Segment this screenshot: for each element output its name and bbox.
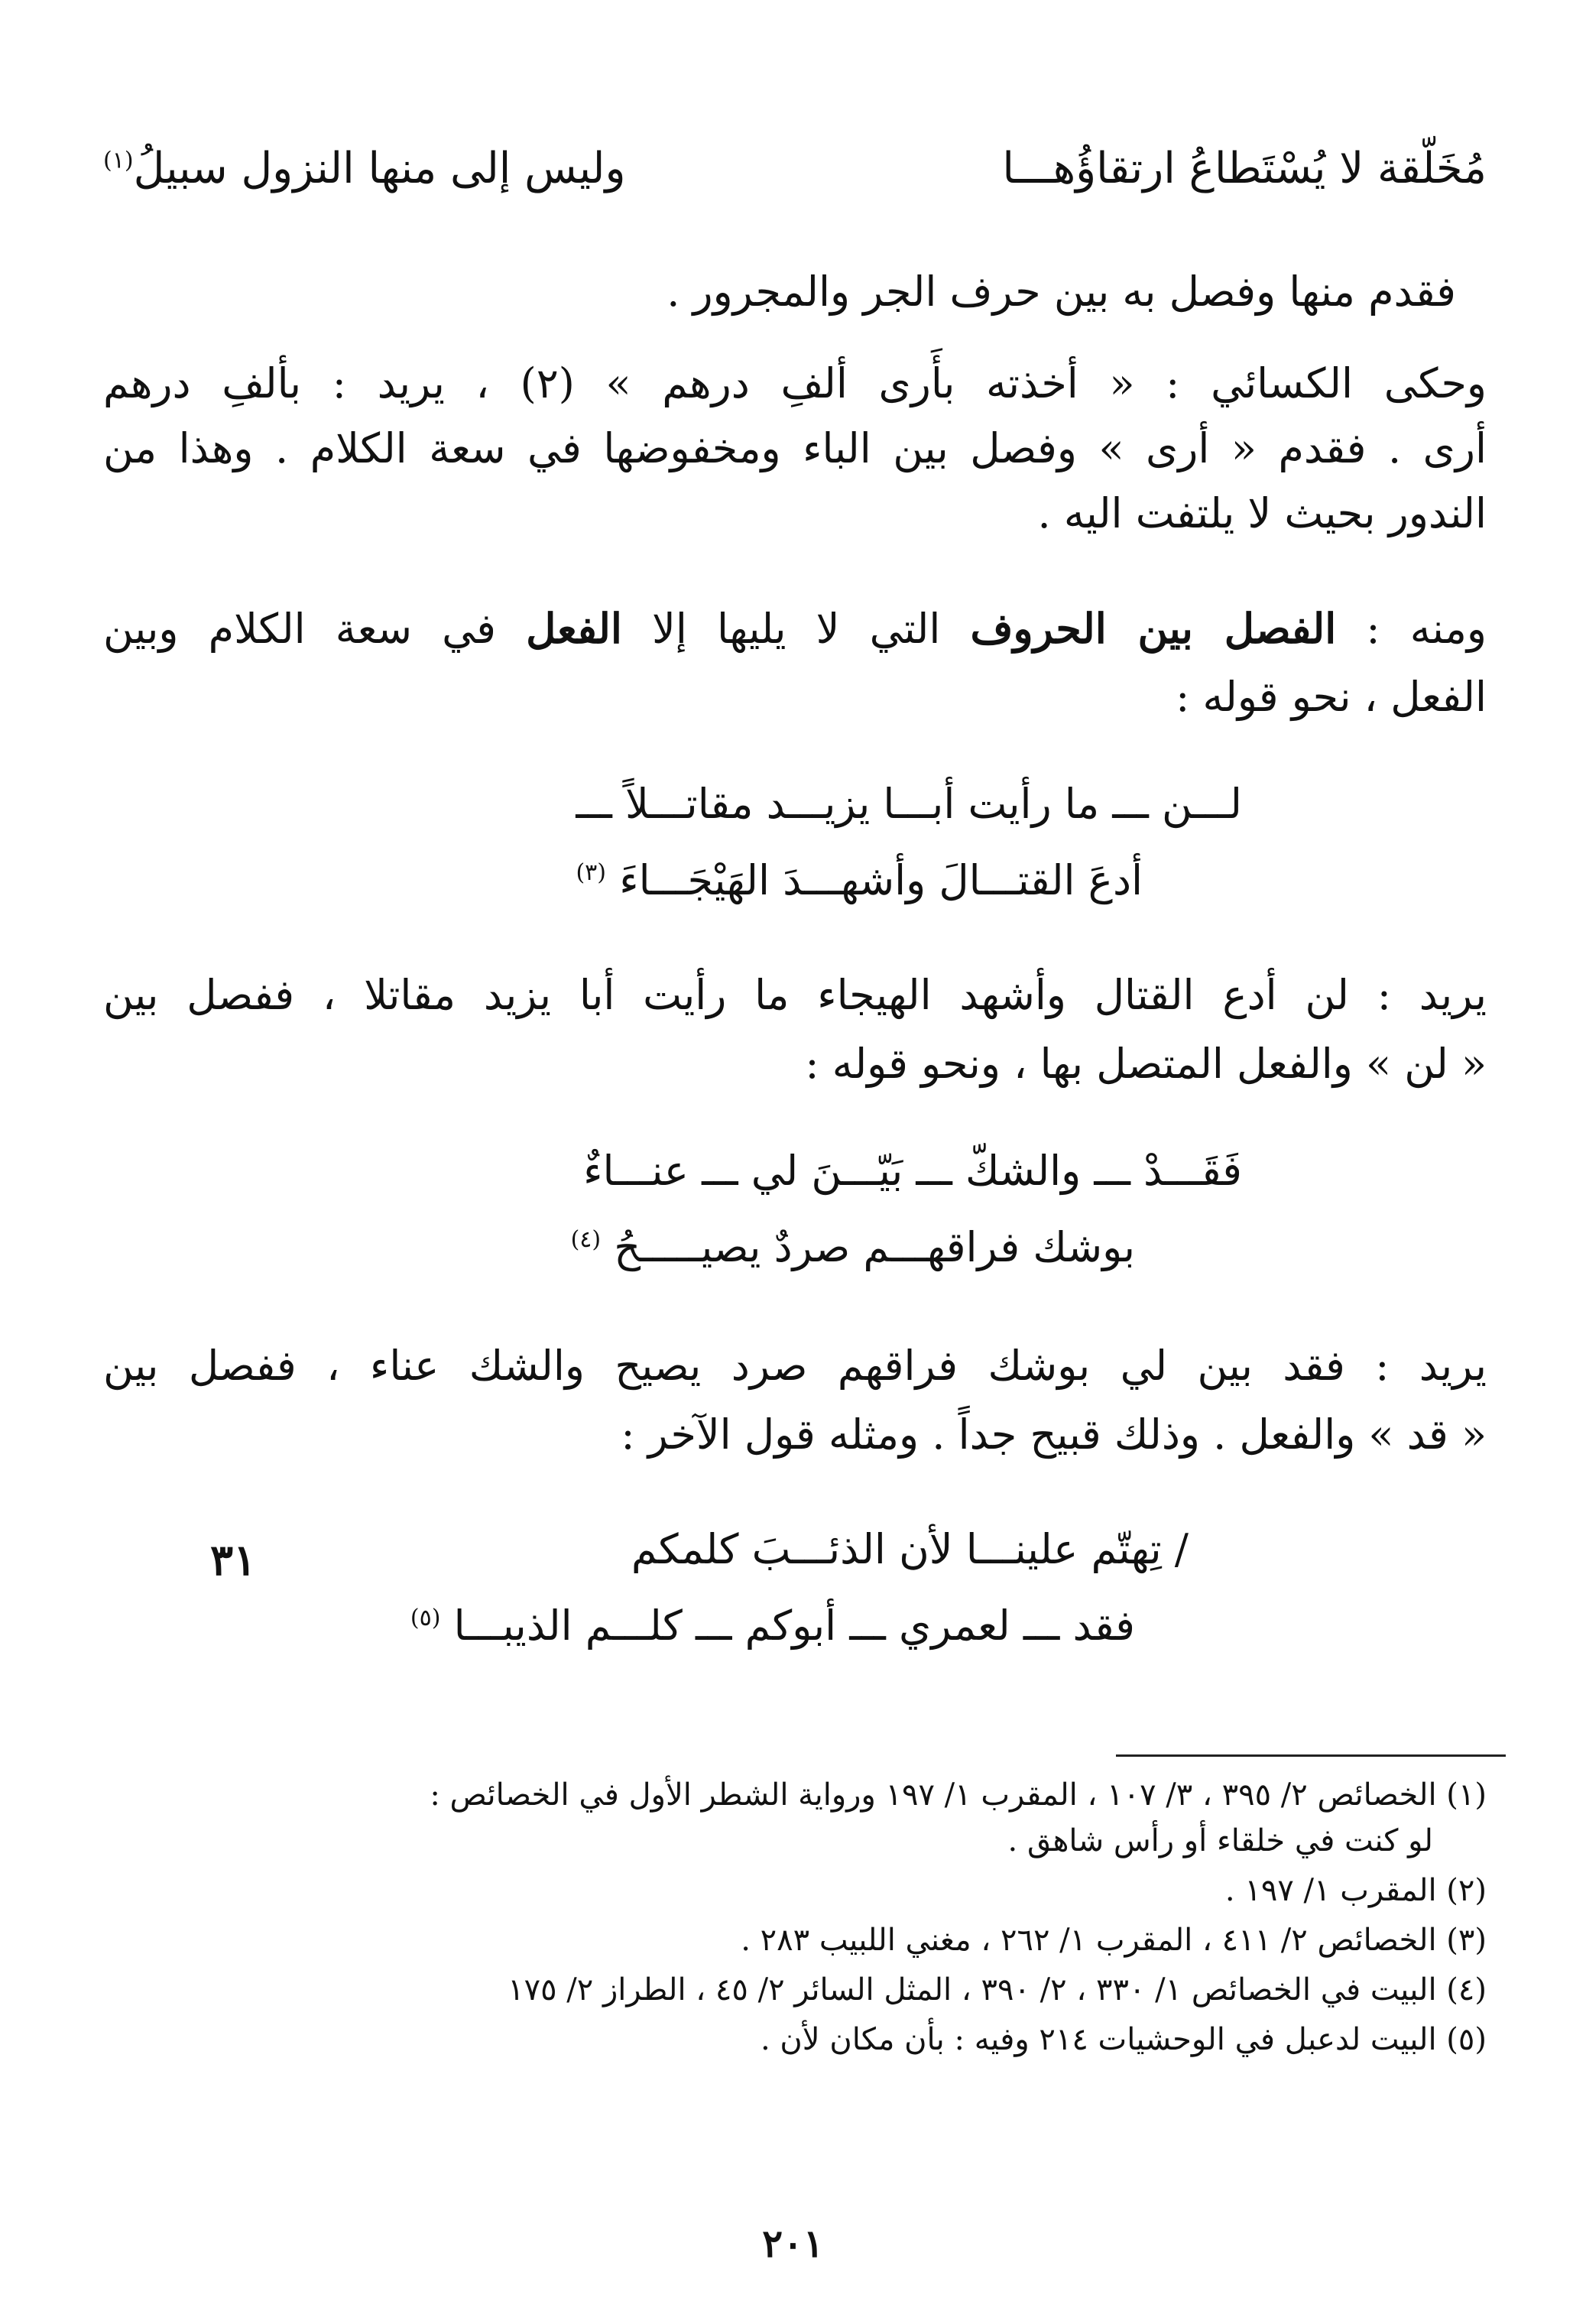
verse-2-first-hemistich: لـــن ـــ ما رأيت أبـــا يزيـــد مقاتـــلاً ـــ [576,780,1242,828]
text-line: « لن » والفعل المتصل بها ، ونحو قوله : [805,1040,1487,1088]
footnote-2: (٢) المقرب ١/ ١٩٧ . [1224,1873,1487,1908]
text-span: ومنه : [1336,605,1487,653]
text-line: الندور بحيث لا يلتفت اليه . [1037,489,1487,537]
bold-term-verb: الفعل [526,604,622,653]
text-span: التي لا يليها إلا [621,605,971,653]
text-line: وحكى الكسائي : « أخذته بأَرى ألفِ درهم » (٢) ، يريد : بألفِ درهم [103,359,1487,407]
text-line [103,604,1487,653]
verse-1-second-text: وليس إلى منها النزول سبيلُ [133,144,626,193]
footnote-ref-3: (٣) [576,859,607,886]
verse-2-second-text: أدعَ القتـــالَ وأشهـــدَ الهَيْجَـــاءَ [619,856,1143,904]
verse-4-second-text: فقد ـــ لعمري ـــ أبوكم ـــ كلـــم الذيبـــا [453,1602,1135,1650]
footnote-4: (٤) البيت في الخصائص ١/ ٣٣٠ ، ٢/ ٣٩٠ ، المثل السائر ٢/ ٤٥ ، الطراز ٢/ ١٧٥ [508,1972,1487,2008]
footnote-3: (٣) الخصائص ٢/ ٤١١ ، المقرب ١/ ٢٦٢ ، مغني اللبيب ٢٨٣ . [741,1923,1487,1958]
footnote-5: (٥) البيت لدعبل في الوحشيات ٢١٤ وفيه : بأن مكان لأن . [760,2022,1487,2057]
verse-4-second-hemistich [410,1602,1135,1650]
margin-number: ٣١ [210,1535,257,1586]
text-line: يريد : لن أدع القتال وأشهد الهيجاء ما رأيت أبا يزيد مقاتلا ، ففصل بين [103,971,1487,1019]
text-line: أرى . فقدم « أرى » وفصل بين الباء ومخفوضها في سعة الكلام . وهذا من [103,424,1487,472]
verse-3-first-hemistich: فَقَـــدْ ـــ والشكّ ـــ بَيّـــنَ لي ـــ عنـــاءٌ [583,1147,1242,1195]
footnote-ref-1: (١) [103,147,134,174]
text-span: في سعة الكلام وبين [103,605,527,653]
page-number: ٢٠١ [762,2221,824,2266]
bold-term-separation: الفصل بين الحروف [970,604,1337,653]
footnote-ref-4: (٤) [570,1226,602,1253]
footnote-divider [1116,1754,1506,1757]
text-line: « قد » والفعل . وذلك قبيح جداً . ومثله قول الآخر : [621,1410,1487,1459]
verse-2-second-hemistich [576,856,1143,904]
verse-3-second-hemistich [571,1223,1135,1271]
verse-1-second-hemistich [103,144,626,193]
verse-4-first-hemistich: / تِهتّم علينـــا لأن الذئـــبَ كلمكم [631,1525,1189,1573]
text-line: الفعل ، نحو قوله : [1176,673,1487,721]
text-line: فقدم منها وفصل به بين حرف الجر والمجرور . [667,268,1456,316]
text-line: يريد : فقد بين لي بوشك فراقهم صرد يصيح والشك عناء ، ففصل بين [103,1342,1487,1390]
footnote-ref-5: (٥) [410,1605,441,1631]
verse-3-second-text: بوشك فراقهـــم صردٌ يصيـــــحُ [614,1223,1135,1271]
footnote-1-continuation: لو كنت في خلقاء أو رأس شاهق . [1007,1823,1433,1858]
verse-1 [103,144,1487,193]
footnote-1: (١) الخصائص ٢/ ٣٩٥ ، ٣/ ١٠٧ ، المقرب ١/ ١٩٧ ورواية الشطر الأول في الخصائص : [430,1777,1487,1813]
verse-1-first-hemistich: مُخَلّقة لا يُسْتَطاعُ ارتقاؤُهـــا [1002,144,1487,193]
